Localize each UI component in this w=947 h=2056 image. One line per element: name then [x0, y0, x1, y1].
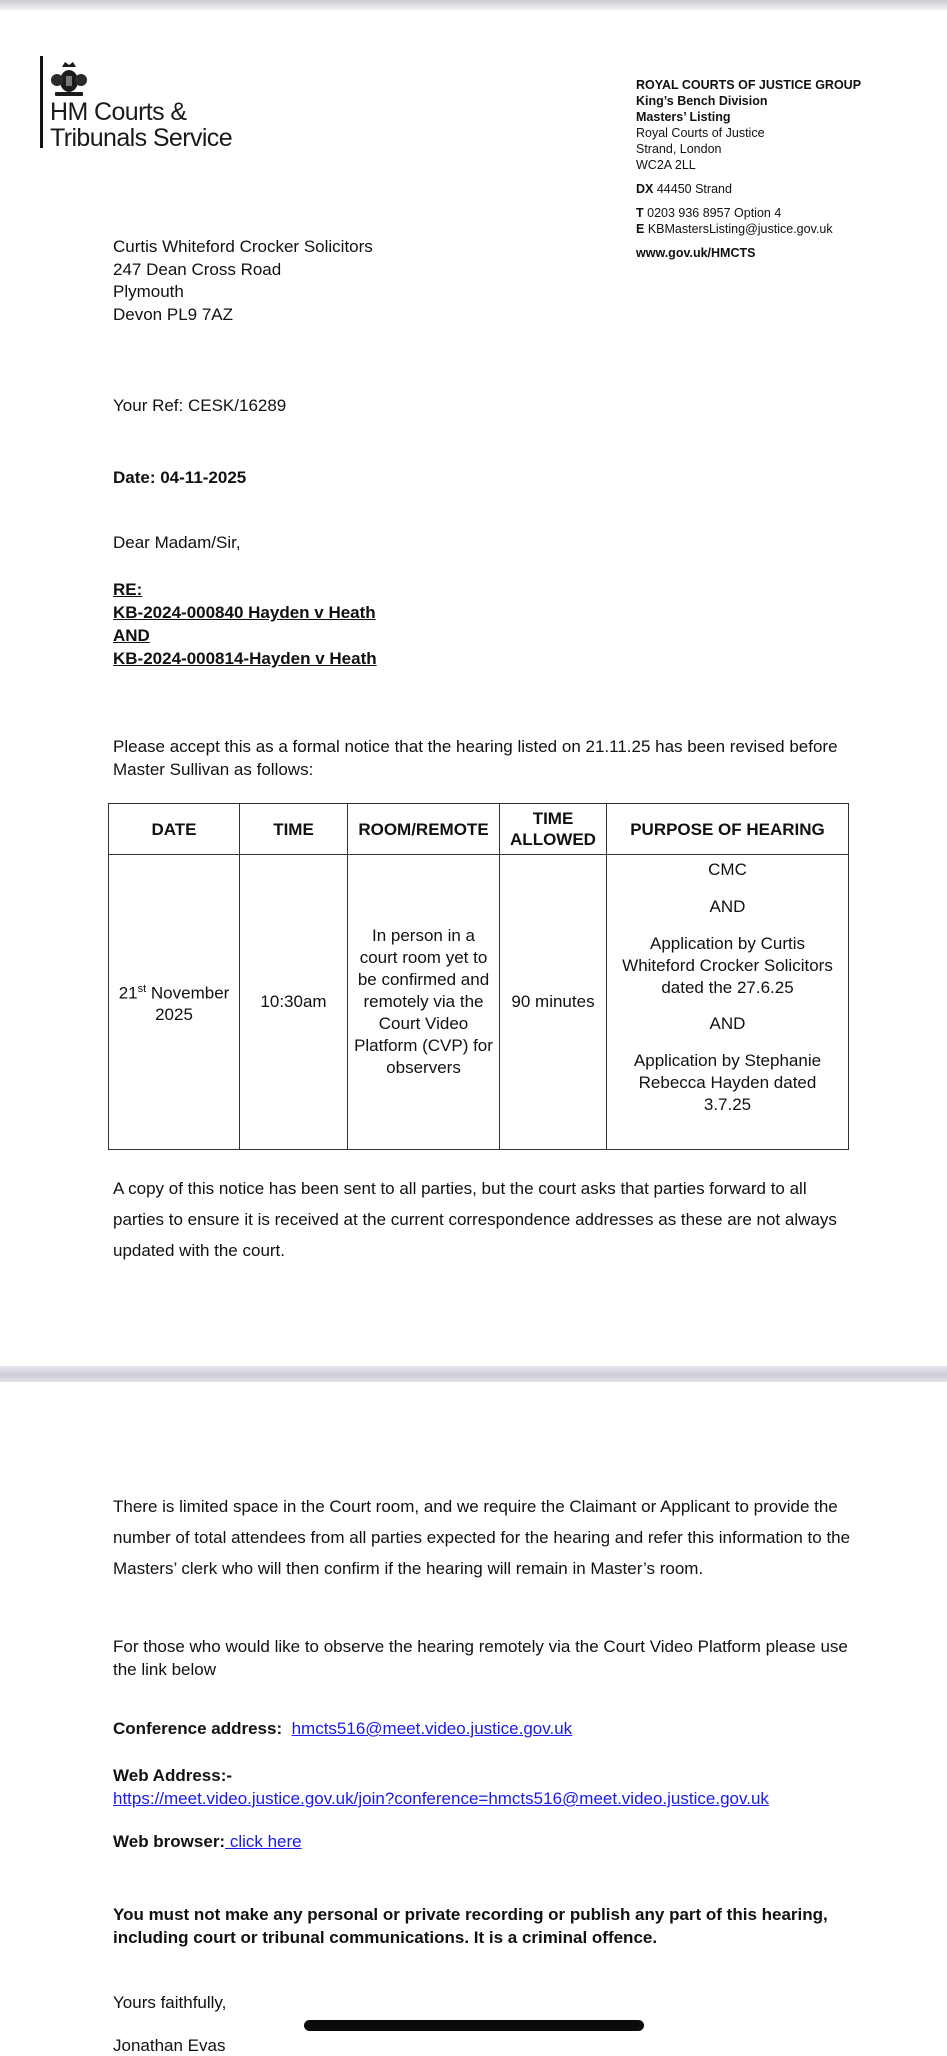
cell-date: 21st November 2025 — [109, 855, 240, 1150]
re-label: RE: — [113, 580, 143, 599]
recipient-line: Plymouth — [113, 282, 184, 301]
logo-text-line1: HM Courts & — [50, 98, 187, 126]
sender-line: ROYAL COURTS OF JUSTICE GROUP — [636, 78, 862, 92]
hearing-table — [108, 803, 849, 1150]
web-address — [113, 1764, 769, 1810]
web-address-label: Web Address:- — [113, 1766, 233, 1785]
purpose-item: Application by Curtis Whiteford Crocker Solicitors dated the 27.6.25 — [622, 933, 833, 997]
header-date: DATE — [109, 804, 240, 855]
sender-dx: DX 44450 Strand — [636, 182, 732, 196]
cell-time: 10:30am — [240, 855, 348, 1150]
purpose-and: AND — [709, 896, 746, 916]
conference-address-link[interactable]: hmcts516@meet.video.justice.gov.uk — [291, 1719, 573, 1738]
sender-address — [636, 77, 861, 261]
recipient-line: Curtis Whiteford Crocker Solicitors — [113, 237, 373, 256]
web-browser — [113, 1832, 302, 1852]
conference-address — [113, 1719, 572, 1739]
sender-line: WC2A 2LL — [636, 158, 696, 172]
recipient-line: Devon PL9 7AZ — [113, 304, 234, 324]
purpose-and: AND — [709, 1014, 746, 1034]
case-reference-1: KB-2024-000840 Hayden v Heath — [113, 603, 376, 622]
recording-warning: You must not make any personal or private recording or publish any part of this hearing, including court or tribunal communications. It is a criminal offence. — [113, 1905, 828, 1947]
recipient-line: 247 Dean Cross Road — [113, 259, 282, 279]
sender-line: Masters’ Listing — [636, 110, 731, 124]
sender-line: King’s Bench Division — [636, 94, 768, 108]
header-purpose: PURPOSE OF HEARING — [607, 804, 849, 855]
header-time: TIME — [240, 804, 348, 855]
table-row — [109, 855, 849, 1150]
home-indicator[interactable] — [304, 2020, 644, 2031]
cell-time-allowed: 90 minutes — [500, 855, 607, 1150]
sender-email: E KBMastersListing@justice.gov.uk — [636, 222, 833, 236]
purpose-item: CMC — [708, 860, 747, 879]
re-and: AND — [113, 626, 150, 645]
limited-space-paragraph: There is limited space in the Court room, and we require the Claimant or Applicant to provide the number of total attendees from all parties expected for the hearing and refer this information to the Masters’ clerk who will then confirm if the hearing will remain in Master’s room. — [113, 1497, 851, 1578]
sender-telephone: T 0203 936 8957 Option 4 — [636, 206, 782, 220]
copy-notice-paragraph: A copy of this notice has been sent to all parties, but the court asks that parties forward to all parties to ensure it is received at the current correspondence addresses as these are not always updated with the court. — [113, 1179, 837, 1260]
sender-website: www.gov.uk/HMCTS — [636, 246, 756, 260]
royal-crest-icon — [49, 58, 89, 98]
header-time-allowed: TIME ALLOWED — [500, 804, 607, 855]
web-browser-label: Web browser: — [113, 1832, 226, 1851]
logo-text-line2: Tribunals Service — [50, 124, 232, 152]
cell-purpose — [607, 855, 849, 1150]
click-here-link[interactable]: click here — [225, 1832, 302, 1851]
purpose-item: Application by Stephanie Rebecca Hayden dated 3.7.25 — [633, 1051, 822, 1115]
web-address-link[interactable]: https://meet.video.justice.gov.uk/join?conference=hmcts516@meet.video.justice.gov.uk — [113, 1789, 769, 1808]
re-block — [113, 578, 377, 670]
signer-name: Jonathan Evas — [113, 2036, 226, 2055]
recipient-address — [113, 236, 373, 326]
table-header-row — [109, 804, 849, 855]
letter-date: Date: 04-11-2025 — [113, 468, 247, 487]
cell-room: In person in a court room yet to be confirmed and remotely via the Court Video Platform (CVP) for observers — [348, 855, 500, 1150]
your-reference: Your Ref: CESK/16289 — [113, 396, 287, 415]
salutation: Dear Madam/Sir, — [113, 533, 241, 552]
header-room: ROOM/REMOTE — [348, 804, 500, 855]
sender-line: Strand, London — [636, 142, 722, 156]
case-reference-2: KB-2024-000814-Hayden v Heath — [113, 649, 377, 668]
observe-paragraph: For those who would like to observe the hearing remotely via the Court Video Platform please use the link below — [113, 1637, 848, 1679]
closing: Yours faithfully, — [113, 1993, 227, 2012]
page-top-shadow — [0, 0, 947, 10]
intro-paragraph: Please accept this as a formal notice that the hearing listed on 21.11.25 has been revised before Master Sullivan as follows: — [113, 737, 838, 779]
conference-label: Conference address: — [113, 1719, 283, 1738]
sender-line: Royal Courts of Justice — [636, 126, 765, 140]
logo-rule — [40, 56, 43, 148]
